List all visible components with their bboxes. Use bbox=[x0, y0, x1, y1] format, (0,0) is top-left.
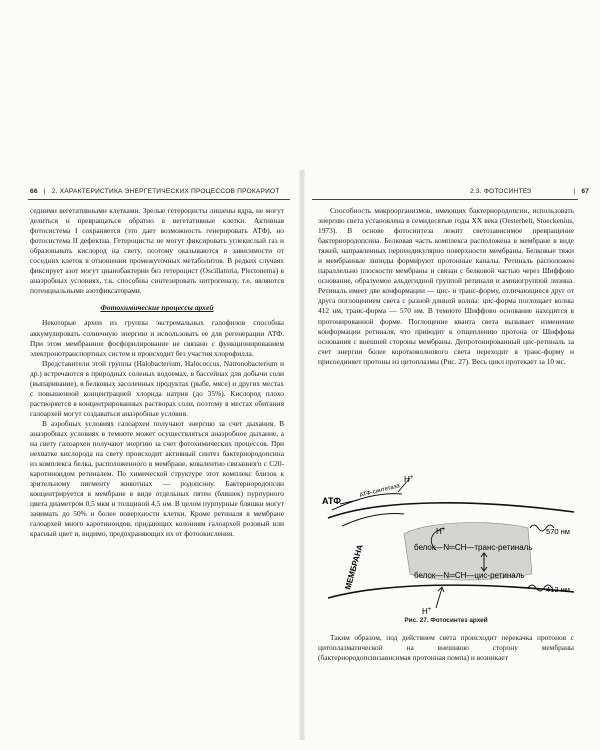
right-page-text-continued bbox=[318, 633, 574, 663]
paragraph: Способность микроорганизмов, имеющих бактериородопсин, использовать энергию света установлена в семидесятые годы XX века (Oesterhelt, Stoeckenius, 1973). В основе фотосинтеза лежит светозависимое превращение бактериородопсина. Белковая часть комплекса расположена в мембране в виде тяжей, направленных перпендикулярно поверхности мембраны. Белковые тяжи и мембранные липиды формируют протонные каналы. Ретиналь расположен параллельно плоскости мембраны и связан с белковой частью через Шиффово основание, образуемое альдегидной группой ретиналя и аминогруппой лизина. Ретиналь имеет две конформации — цис- и транс-форму, отличающиеся друг от друга поглощением света с разной длиной волны: цис-форма поглощает волны 412 нм, транс-форма — 570 нм. В темноте Шиффово основание находится в протонированной форме. Поглощение кванта света вызывает изменение конформации ретиналя, что приводит к отщеплению протона от Шиффова основания с внешней стороны мембраны. Депротонированный цис-ретиналь за счет энергии более коротковолнового света переходит в транс-форму и присоединяет протоны из цитоплазмы (Рис. 27). Весь цикл протекает за 10 мс. bbox=[318, 206, 574, 366]
wavelength-570-label: 570 нм bbox=[546, 527, 570, 536]
membrane-label: МЕМБРАНА bbox=[343, 543, 365, 591]
section-heading: Фотохимические процессы архей bbox=[100, 303, 214, 313]
paragraph: седними вегетативными клетками. Зрелые гетероцисты лишены ядра, не могут делиться и превращаться обратно в вегетативные клетки. Активная фотосистема I сохраняется (это дает возможность генерировать АТФ), но фотосистема II дефектна. Гетероцисты не могут фиксировать углекислый газ и образовывать кислород на свету, поэтому оказываются в зависимости от соседних клеток в отношении промежуточных метаболитов. В редких случаях фиксирует азот могут цианобактерии без гетероцист (Oscillatoria, Plectonema) в анаэробных условиях, т.к. способны синтезировать нитрогеназу, т.е. являются потенциальными азотфиксаторами. bbox=[30, 206, 284, 296]
paragraph: Некоторые археи из группы экстремальных галофилов способны аккумулировать солнечную энергию и использовать ее для регенерации АТФ. При этом мембранное фосфорилирование не связано с функционированием электронотранспортных систем и происходит без участия хлорофилла. bbox=[30, 318, 284, 358]
membrane-outer-line bbox=[328, 503, 574, 518]
left-running-header bbox=[30, 188, 280, 195]
left-page-number: 66 bbox=[30, 188, 38, 195]
paragraph: Таким образом, под действием света происходит перекачка протонов с цитоплазматической на внешнюю сторону мембраны (бактериородопсинзависимая протонная помпа) и возникает bbox=[318, 633, 574, 663]
paragraph: Представители этой группы (Halobacterium, Halococcus, Natronobacterium и др.) встречаются в природных соленых водоемах, в бассейнах для добычи соли (выпаривание), в белковых засоленных продуктах (рыбе, мясе) и других местах с повышенной концентрацией хлорида натрия (до 35%). Кислород плохо растворяется в концентрированных растворах соли, поэтому в местах обитания галоархей могут создаваться анаэробные условия. bbox=[30, 358, 284, 418]
header-divider: | bbox=[43, 188, 46, 195]
header-divider: | bbox=[573, 188, 576, 195]
h-plus-label: H+ bbox=[404, 475, 414, 484]
proton-uptake-arrow bbox=[436, 588, 442, 608]
left-header-title: 2. ХАРАКТЕРИСТИКА ЭНЕРГЕТИЧЕСКИХ ПРОЦЕССОВ ПРОКАРИОТ bbox=[51, 188, 280, 195]
left-page-text bbox=[30, 206, 284, 540]
right-page-text bbox=[318, 206, 574, 367]
archaea-photosynthesis-diagram bbox=[318, 470, 574, 630]
atf-label: АТФ bbox=[322, 496, 341, 506]
paragraph: В аэробных условиях галоархеи получают энергию за счет дыхания. В анаэробных условиях в темноте может осуществляться анаэробное дыхание, а на свету галоархеи получают энергию за счет фотохимических процессов. При нехватке кислорода на свету происходит активный синтез бактериородопсина из комплекса белка, расположенного в мембране, ковалентно связанного с C20-каротиноидом ретиналем. По химической структуре этот комплекс близок к зрительному пигменту животных — родопсину. Бактериородопсин концентрируется в мембране в виде отдельных пятен (бляшек) пурпурного цвета диаметром 0,5 мкм и толщиной 4,5 нм. В целом пурпурные бляшки могут занимать до 50% и более поверхности клетки. Кроме ретиналя в мембране галоархей много каротиноидов, придающих колониям галоархей розовый или красный цвет и, видимо, предохраняющих их от фотоокисления. bbox=[30, 418, 284, 539]
figure-caption: Рис. 27. Фотосинтез архей bbox=[404, 617, 488, 624]
left-header-rule bbox=[28, 199, 290, 200]
right-running-header bbox=[470, 188, 589, 195]
trans-retinal-label: белок—N═CH—транс-ретиналь bbox=[414, 543, 533, 552]
membrane-inner-line bbox=[328, 585, 574, 598]
right-header-rule bbox=[312, 199, 578, 200]
right-page-number: 67 bbox=[581, 188, 590, 195]
atp-synthase-label: АТФ-синтетаза bbox=[359, 483, 401, 499]
page-gutter bbox=[299, 170, 305, 740]
atp-synthase-channel bbox=[342, 514, 404, 527]
h-plus-label: H+ bbox=[422, 607, 432, 616]
cis-retinal-label: белок—N═CH—цис-ретиналь bbox=[414, 571, 525, 580]
h-plus-label: H+ bbox=[436, 527, 446, 536]
wavelength-412-label: 412 нм bbox=[546, 585, 570, 594]
right-header-title: 2.3. ФОТОСИНТЕЗ bbox=[470, 188, 532, 195]
